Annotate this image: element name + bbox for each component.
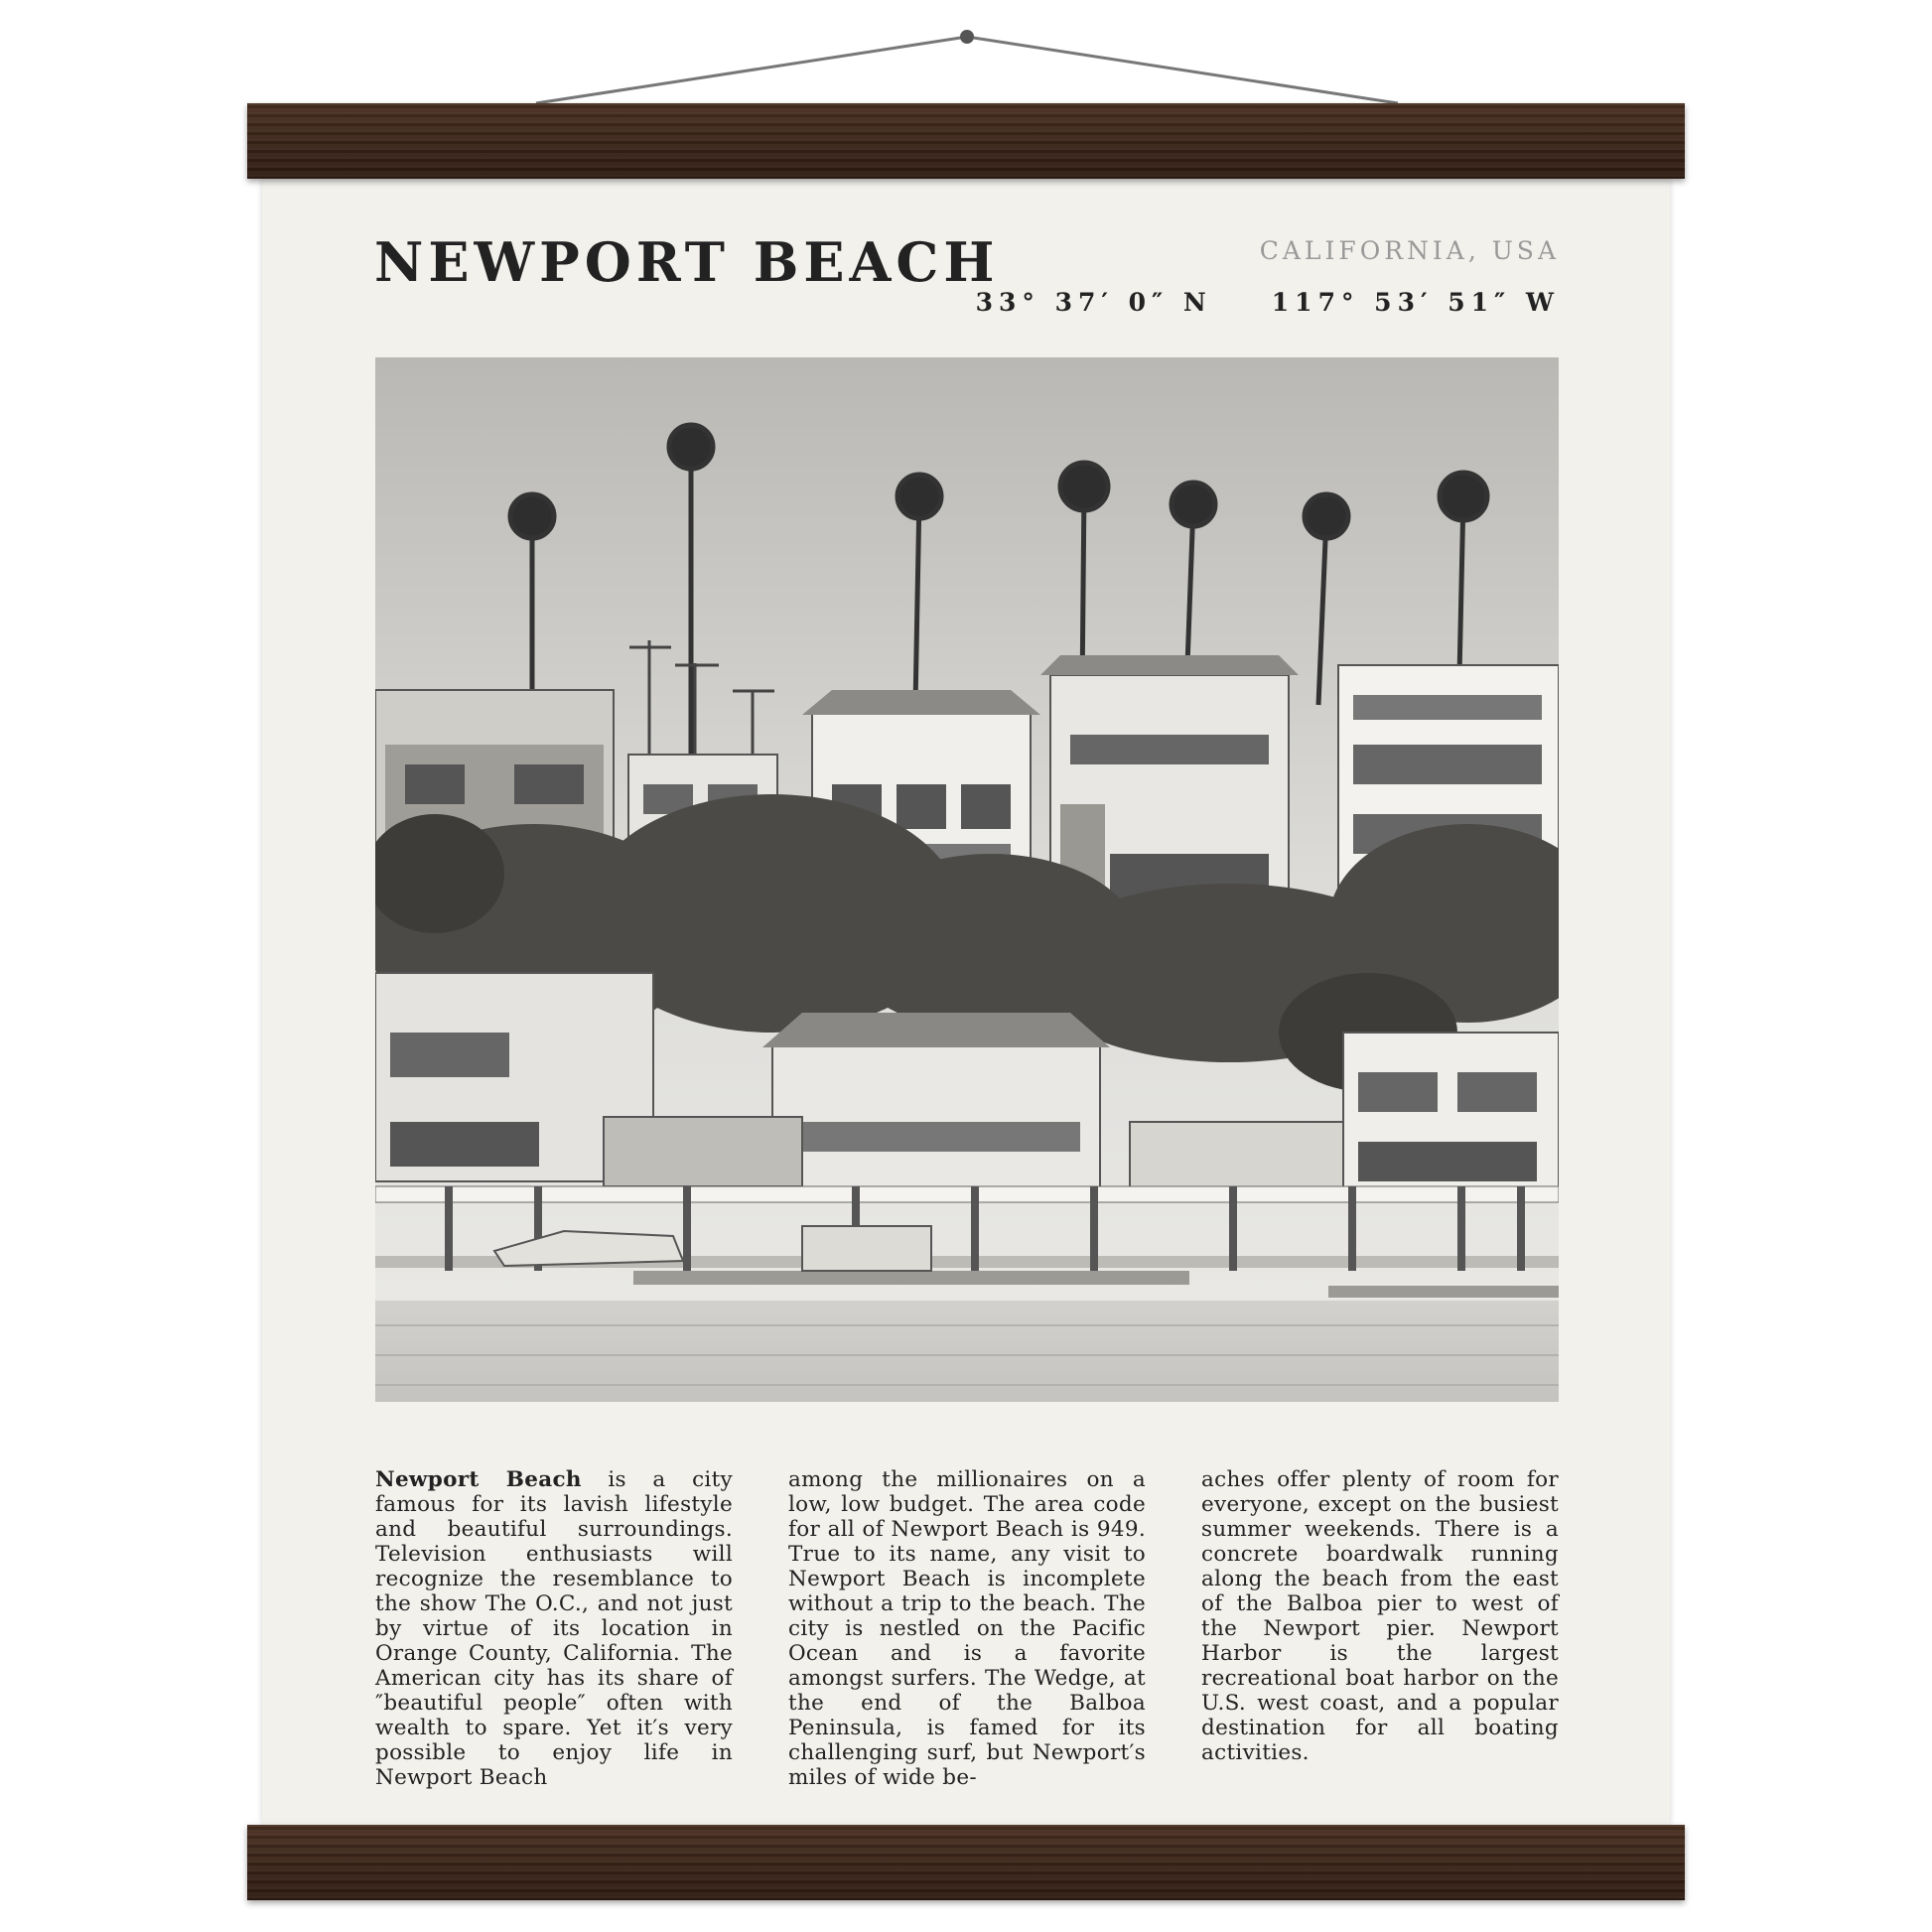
coordinates bbox=[976, 288, 1560, 317]
top-wooden-rail bbox=[247, 103, 1685, 179]
hanging-pin bbox=[960, 30, 974, 44]
latitude: 33° 37′ 0″ N bbox=[975, 288, 1212, 317]
description-columns bbox=[375, 1467, 1559, 1790]
hanging-string bbox=[0, 0, 1932, 119]
longitude: 117° 53′ 51″ W bbox=[1271, 288, 1560, 317]
description-column-3: aches offer plenty of room for everyone, except on the busiest summer weekends. There is a concrete boardwalk running along the beach from the east of the Balboa pier to west of the Newport pier. Newport Harbor is the largest recreational boat harbor on the U.S. west coast, and a popular destination for all boating activities. bbox=[1201, 1467, 1559, 1765]
description-lead: Newport Beach bbox=[375, 1467, 582, 1492]
harbor-photo bbox=[375, 357, 1559, 1402]
description-column-1 bbox=[375, 1467, 733, 1790]
description-text-1: is a city famous for its lavish lifestyle and beautiful surroundings. Television enthusiasts will recognize the resemblance to the show The O.C., and not just by virtue of its location in Orange County, California. The American city has its share of ″beautiful people″ often with wealth to spare. Yet it′s very possible to enjoy life in Newport Beach bbox=[375, 1467, 733, 1790]
bottom-wooden-rail bbox=[247, 1825, 1685, 1900]
description-column-2: among the millionaires on a low, low budget. The area code for all of Newport Beach is 949. True to its name, any visit to Newport Beach is incomplete without a trip to the beach. The city is nestled on the Pacific Ocean and is a favorite amongst surfers. The Wedge, at the end of the Balboa Peninsula, is famed for its challenging surf, but Newport′s miles of wide be- bbox=[788, 1467, 1146, 1790]
region-label: CALIFORNIA, USA bbox=[1259, 236, 1560, 265]
poster-title: NEWPORT BEACH bbox=[374, 230, 1000, 294]
